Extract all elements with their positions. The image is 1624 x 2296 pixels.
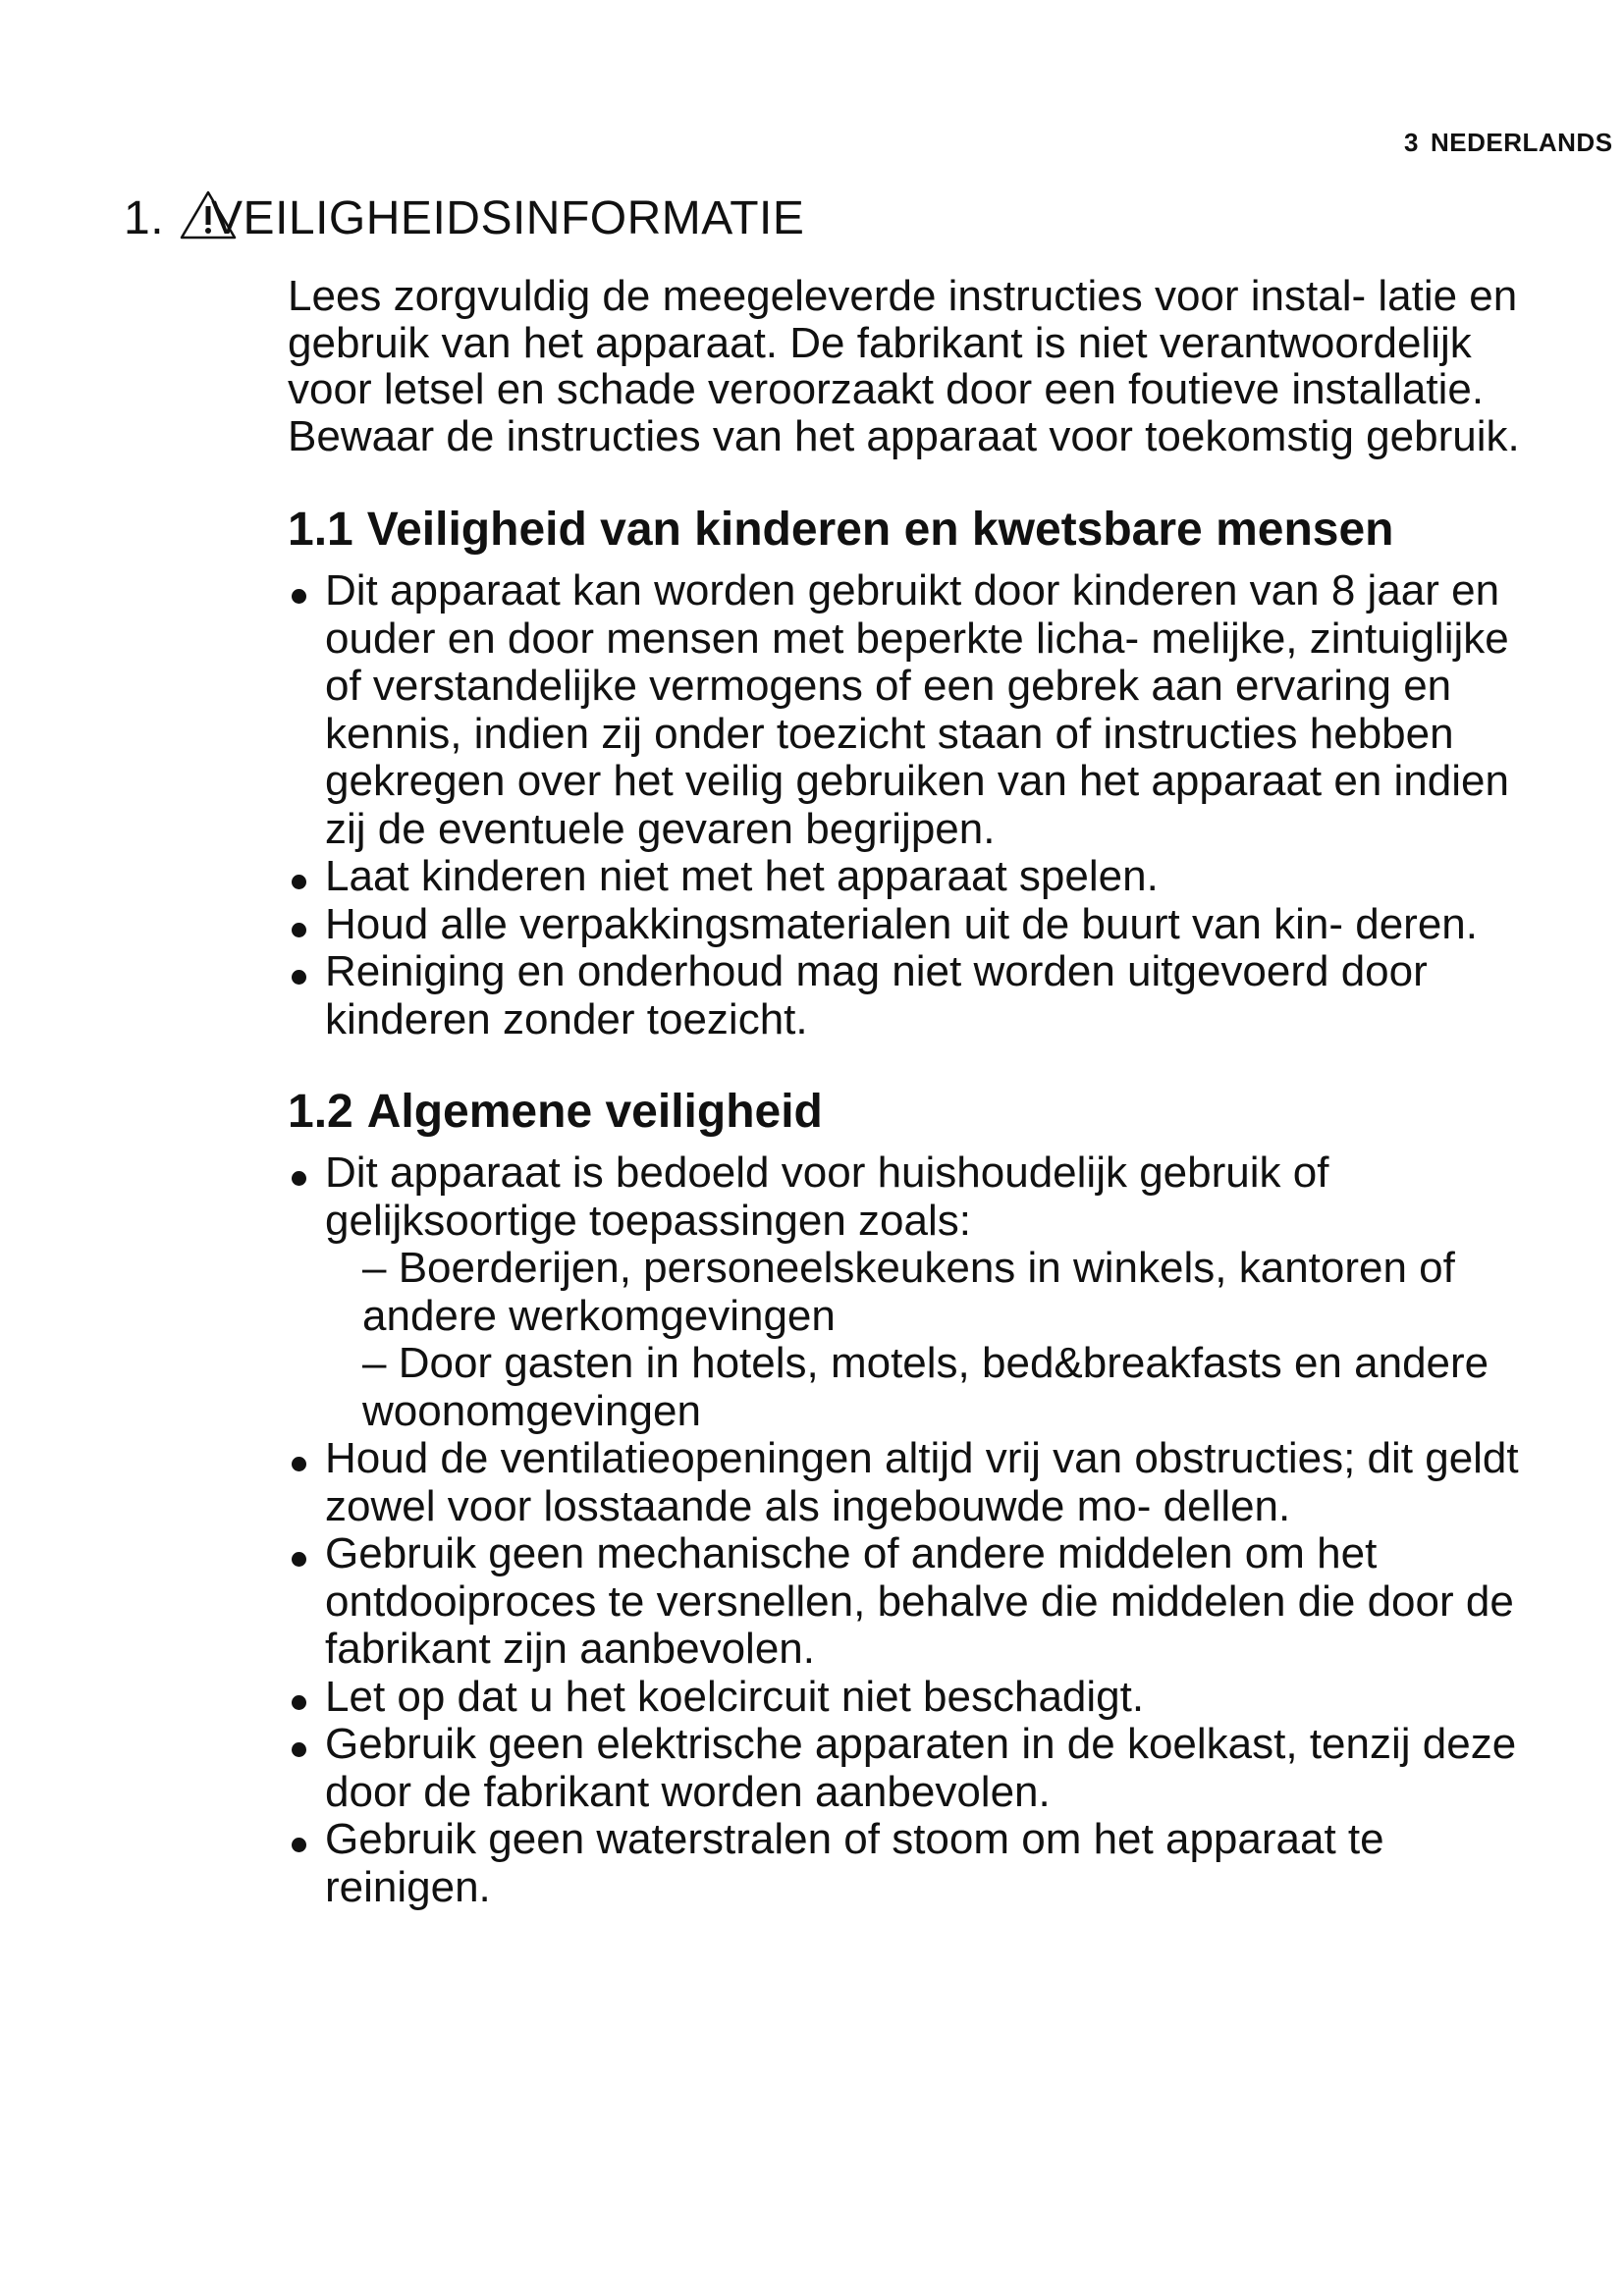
section-heading-1-1 (288, 501, 1525, 560)
content-body (288, 273, 1525, 1911)
sub-list-item: – Boerderijen, personeelskeukens in winkels, kantoren of andere werkomgevingen (362, 1244, 1455, 1340)
section-number: 1.2 (288, 1086, 353, 1139)
list-item: Gebruik geen mechanische of andere middelen om het ontdooiproces te versnellen, behalve die middelen die door de fabrikant zijn aanbevolen. (288, 1530, 1525, 1674)
bullet-list-1-2 (288, 1149, 1525, 1911)
page-number: 3 (1404, 128, 1419, 157)
page-header (1404, 128, 1613, 167)
list-item: Let op dat u het koelcircuit niet beschadigt. (288, 1674, 1525, 1722)
list-item: Dit apparaat kan worden gebruikt door kinderen van 8 jaar en ouder en door mensen met beperkte licha- melijke, zintuiglijke of verstandelijke vermogens of een gebrek aan ervaring en kennis, indien zij onder toezicht staan of instructies hebben gekregen over het veilig gebruiken van het apparaat en indien zij de eventuele gevaren begrijpen. (288, 567, 1525, 853)
language-label: NEDERLANDS (1430, 128, 1613, 157)
chapter-number: 1. (124, 192, 165, 244)
list-item (288, 1149, 1525, 1435)
chapter-heading (124, 188, 804, 245)
list-item: Gebruik geen elektrische apparaten in de koelkast, tenzij deze door de fabrikant worden aanbevolen. (288, 1721, 1525, 1816)
list-item: Gebruik geen waterstralen of stoom om het apparaat te reinigen. (288, 1816, 1525, 1911)
list-item: Reiniging en onderhoud mag niet worden uitgevoerd door kinderen zonder toezicht. (288, 948, 1525, 1043)
sub-list-item: – Door gasten in hotels, motels, bed&breakfasts en andere woonomgevingen (362, 1339, 1489, 1435)
list-item: Houd de ventilatieopeningen altijd vrij van obstructies; dit geldt zowel voor losstaande als ingebouwde mo- dellen. (288, 1435, 1525, 1530)
section-title: Algemene veiligheid (366, 1086, 823, 1139)
chapter-title: VEILIGHEIDSINFORMATIE (211, 192, 805, 244)
list-item-text: Dit apparaat is bedoeld voor huishoudelijk gebruik of gelijksoortige toepassingen zoals: (325, 1148, 1329, 1245)
list-item: Laat kinderen niet met het apparaat spelen. (288, 853, 1525, 901)
section-heading-1-2 (288, 1083, 1525, 1142)
section-title: Veiligheid van kinderen en kwetsbare mensen (366, 504, 1394, 557)
list-item: Houd alle verpakkingsmaterialen uit de buurt van kin- deren. (288, 901, 1525, 949)
section-number: 1.1 (288, 504, 353, 557)
bullet-list-1-1 (288, 567, 1525, 1043)
intro-paragraph: Lees zorgvuldig de meegeleverde instructies voor instal- latie en gebruik van het apparaat. De fabrikant is niet verantwoordelijk voor letsel en schade veroorzaakt door een foutieve installatie. Bewaar de instructies van het apparaat voor toekomstig gebruik. (288, 272, 1520, 460)
